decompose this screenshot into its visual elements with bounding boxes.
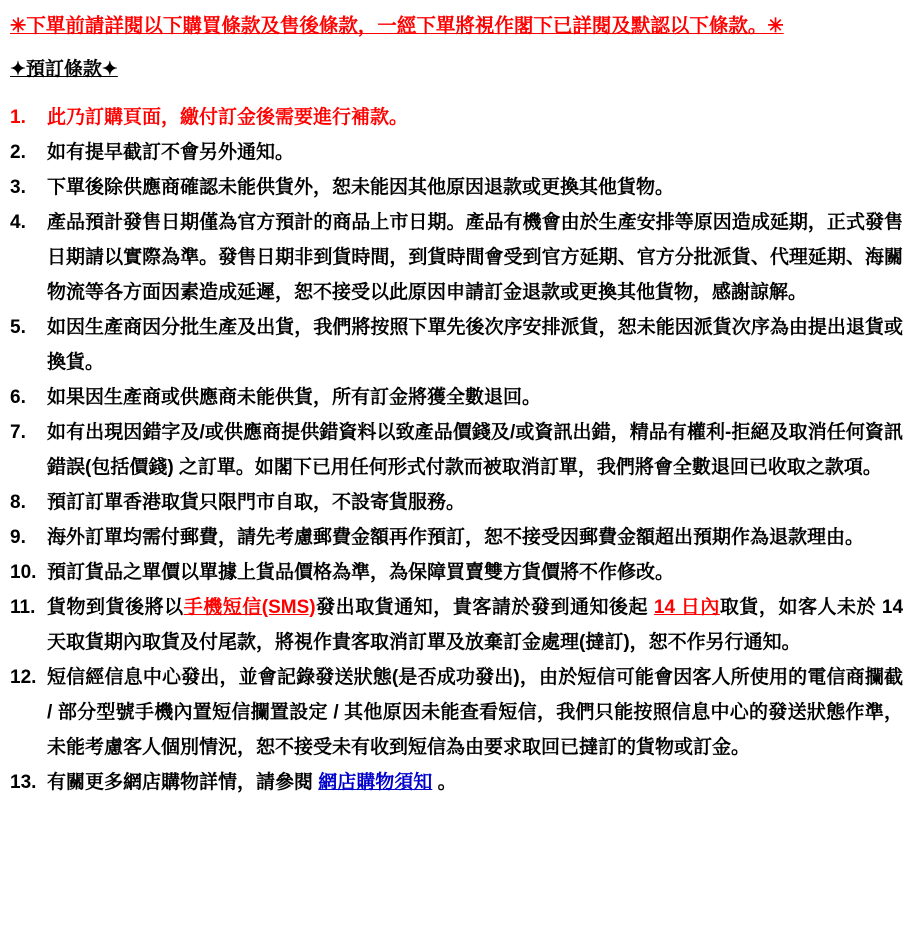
term-item-6 (10, 380, 903, 415)
term-text (47, 590, 903, 660)
term-item-10 (10, 555, 903, 590)
term-segment: 如有出現因錯字及/或供應商提供錯資料以致產品價錢及/或資訊出錯，精品有權利-拒絕及取消任何資訊錯誤(包括價錢) 之訂單。如閣下已用任何形式付款而被取消訂單，我們將會全數退回已收取之款項。 (47, 422, 903, 478)
term-number: 6. (10, 387, 26, 408)
term-text (47, 555, 903, 590)
term-segment: 下單後除供應商確認未能供貨外，恕未能因其他原因退款或更換其他貨物。 (47, 177, 675, 198)
term-segment: 預訂訂單香港取貨只限門市自取，不設寄貨服務。 (47, 492, 466, 513)
term-item-9 (10, 520, 903, 555)
term-item-7 (10, 415, 903, 485)
term-segment: 如果因生產商或供應商未能供貨，所有訂金將獲全數退回。 (47, 387, 542, 408)
term-segment: 手機短信(SMS) (183, 597, 316, 618)
term-item-11 (10, 590, 903, 660)
term-item-1 (10, 100, 903, 135)
term-item-8 (10, 485, 903, 520)
term-number: 8. (10, 492, 26, 513)
term-item-3 (10, 170, 903, 205)
term-number: 3. (10, 177, 26, 198)
term-text (47, 485, 903, 520)
term-segment: 貨物到貨後將以 (47, 597, 184, 618)
term-item-5 (10, 310, 903, 380)
term-text (47, 520, 903, 555)
term-item-2 (10, 135, 903, 170)
term-text (47, 170, 903, 205)
term-text (47, 660, 903, 765)
term-text (47, 310, 903, 380)
term-item-4 (10, 205, 903, 310)
term-number: 10. (10, 562, 37, 583)
term-segment: 取貨，如客人未於 14 天取貨期內取貨及付尾款，將視作貴客取消訂單及放棄訂金處理(撻訂)，恕不作另行通知。 (47, 597, 904, 653)
term-number: 5. (10, 317, 26, 338)
term-text (47, 100, 903, 135)
term-segment: 短信經信息中心發出，並會記錄發送狀態(是否成功發出)，由於短信可能會因客人所使用的電信商攔截 / 部分型號手機內置短信攔置設定 / 其他原因未能查看短信，我們只能按照信息中心的發送狀態作準，未能考慮客人個別情況，恕不接受未有收到短信為由要求取回已撻訂的貨物或訂金。 (47, 667, 903, 758)
term-segment: 14 日內 (653, 597, 720, 618)
terms-list (10, 100, 903, 800)
term-number: 7. (10, 422, 26, 443)
term-segment: 此乃訂購頁面，繳付訂金後需要進行補款。 (47, 107, 409, 128)
term-segment: 海外訂單均需付郵費，請先考慮郵費金額再作預訂，恕不接受因郵費金額超出預期作為退款理由。 (47, 527, 865, 548)
term-text (47, 765, 903, 800)
term-segment: 發出取貨通知，貴客請於發到通知後起 (315, 597, 654, 618)
term-number: 12. (10, 667, 37, 688)
term-segment: 有關更多網店購物詳情，請參閱 (47, 772, 319, 793)
term-item-12 (10, 660, 903, 765)
term-number: 1. (10, 107, 26, 128)
term-segment: 預訂貨品之單價以單據上貨品價格為準，為保障買賣雙方貨價將不作修改。 (47, 562, 675, 583)
shop-guide-link[interactable]: 網店購物須知 (318, 772, 433, 793)
term-segment: 如因生產商因分批生產及出貨，我們將按照下單先後次序安排派貨，恕未能因派貨次序為由提出退貨或換貨。 (47, 317, 903, 373)
term-number: 4. (10, 212, 26, 233)
term-text (47, 380, 903, 415)
term-segment: 如有提早截訂不會另外通知。 (47, 142, 295, 163)
term-number: 13. (10, 772, 37, 793)
term-text (47, 135, 903, 170)
page-title: ✳下單前請詳閱以下購買條款及售後條款，一經下單將視作閣下已詳閱及默認以下條款。✳ (10, 15, 784, 37)
term-number: 11. (10, 597, 36, 618)
term-segment: 產品預計發售日期僅為官方預計的商品上市日期。產品有機會由於生產安排等原因造成延期，正式發售日期請以實際為準。發售日期非到貨時間，到貨時間會受到官方延期、官方分批派貨、代理延期、海關物流等各方面因素造成延遲，恕不接受以此原因申請訂金退款或更換其他貨物，感謝諒解。 (47, 212, 903, 303)
term-number: 9. (10, 527, 26, 548)
term-number: 2. (10, 142, 26, 163)
section-heading-preorder-terms: ✦預訂條款✦ (10, 59, 118, 80)
term-text (47, 205, 903, 310)
term-item-13 (10, 765, 903, 800)
term-segment: 。 (432, 772, 457, 793)
term-text (47, 415, 903, 485)
